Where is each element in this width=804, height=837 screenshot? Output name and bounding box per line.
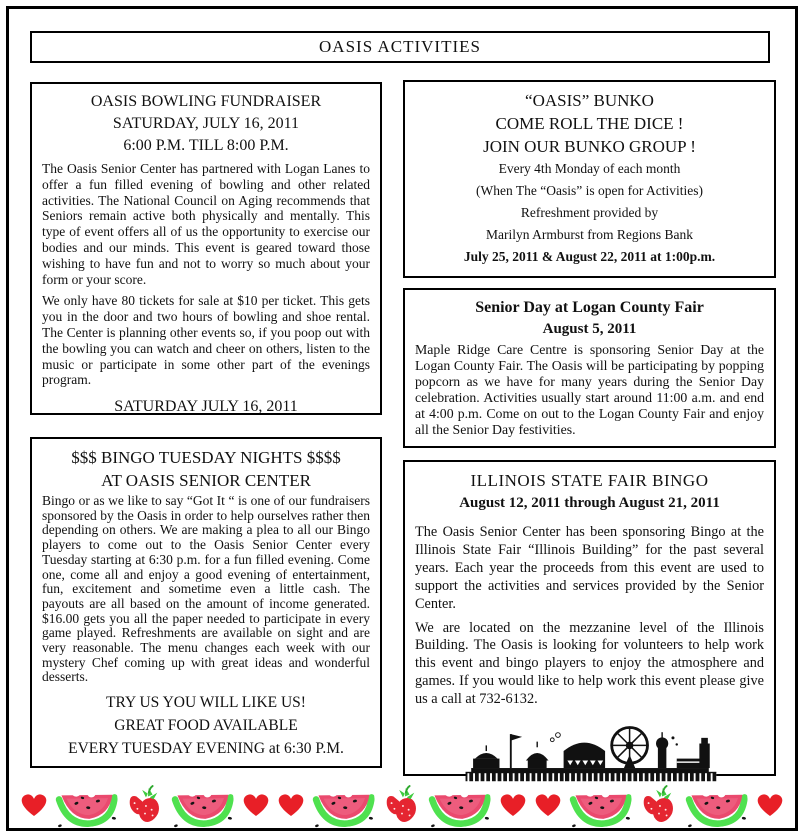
- bowling-time-line: 6:00 P.M. TILL 8:00 P.M.: [123, 137, 289, 154]
- bowling-paragraph-1: The Oasis Senior Center has partnered with Logan Lanes to offer a fun filled evening of bowling and other related activities. The National Council on Aging recommends that Seniors remain active both physically and mentally. This type of event offers all of us the opportunity to exercise our bodies and our minds. This event is geared toward those wishing to have fun and not to worry so much about your form or your score.: [42, 161, 370, 287]
- illinois-paragraph-2: We are located on the mezzanine level of the Illinois Building. The Oasis is looking for volunteers to help work this event and bingo players to enjoy the atmosphere and games. If you would like to help work this event please give us a call at 732-6132.: [415, 619, 764, 708]
- footer-fruit-border: [20, 781, 784, 829]
- page-title-box: [30, 31, 770, 63]
- heart-icon: [535, 793, 561, 817]
- bowling-paragraph-2: We only have 80 tickets for sale at $10 per ticket. This gets you in the door and two hours of bowling and shoe rental. The Center is planning other events so, if you poop out with the bowling you can watch and cheer on others, listen to the music or participate in some other part of the evenings program.: [42, 293, 370, 388]
- heart-icon: [278, 793, 304, 817]
- bunko-line-2: (When The “Oasis” is open for Activities): [476, 183, 703, 198]
- bingo-closing-line1: TRY US YOU WILL LIKE US!: [106, 694, 306, 712]
- bowling-title: OASIS BOWLING FUNDRAISER: [90, 93, 322, 110]
- bunko-section: [403, 80, 776, 278]
- bunko-line-5: July 25, 2011 & August 22, 2011 at 1:00p.m.: [463, 249, 716, 264]
- bingo-closing-line3: EVERY TUESDAY EVENING at 6:30 P.M.: [68, 740, 344, 758]
- bingo-tuesday-section: [30, 437, 382, 768]
- bunko-subtitle-2: JOIN OUR BUNKO GROUP !: [483, 137, 696, 156]
- illinois-title: ILLINOIS STATE FAIR BINGO: [470, 471, 709, 490]
- bowling-fundraiser-section: [30, 82, 382, 415]
- illinois-fair-bingo-section: [403, 460, 776, 776]
- bingo-paragraph: Bingo or as we like to say “Got It “ is one of our fundraisers sponsored by the Oasis in order to help ourselves rather then depending on others. We are making a plea to all our Bingo players to come out to the Oasis Senior Center every Tuesday starting at 6:30 p.m. for a fun filled evening. Come one, come all and enjoy a good evening of entertainment, fun, excitement and sometime even a little cash. The payouts are all based on the amount of income generated. $16.00 gets you all the paper needed to participate in every game played. Refreshments are available on sight and are very reasonable. The menu changes each week with our mystery Chef coming up with great ideas and wonderful desserts.: [42, 493, 370, 685]
- watermelon-icon: [54, 780, 120, 830]
- page-title: OASIS ACTIVITIES: [319, 37, 481, 56]
- watermelon-icon: [170, 780, 236, 830]
- bowling-date-line: SATURDAY, JULY 16, 2011: [112, 115, 300, 132]
- strawberry-icon: [127, 785, 163, 825]
- senior-day-date: August 5, 2011: [542, 321, 637, 337]
- heart-icon: [21, 793, 47, 817]
- bingo-title-line1: $$$ BINGO TUESDAY NIGHTS $$$$: [71, 448, 341, 467]
- bowling-footer-date: SATURDAY JULY 16, 2011: [114, 398, 298, 416]
- heart-icon: [757, 793, 783, 817]
- bingo-title-line2: AT OASIS SENIOR CENTER: [101, 471, 311, 490]
- fairgrounds-silhouette-image: [456, 719, 724, 785]
- bunko-line-1: Every 4th Monday of each month: [498, 161, 681, 176]
- senior-day-paragraph: Maple Ridge Care Centre is sponsoring Senior Day at the Logan County Fair. The Oasis will be participating by popping popcorn as we have for many years during the Senior Day celebration. Activities usually start around 11:00 a.m. and end at 4:00 p.m. Come on out to the Logan County Fair and enjoy all the Senior Day festivities.: [415, 342, 764, 437]
- watermelon-icon: [568, 780, 634, 830]
- senior-day-section: [403, 288, 776, 448]
- heart-icon: [500, 793, 526, 817]
- illinois-date-range: August 12, 2011 through August 21, 2011: [459, 495, 720, 511]
- bingo-closing-line2: GREAT FOOD AVAILABLE: [114, 717, 298, 735]
- strawberry-icon: [641, 785, 677, 825]
- watermelon-icon: [684, 780, 750, 830]
- senior-day-title: Senior Day at Logan County Fair: [475, 299, 704, 316]
- bunko-subtitle-1: COME ROLL THE DICE !: [495, 114, 684, 133]
- bunko-line-4: Marilyn Armburst from Regions Bank: [486, 227, 693, 242]
- strawberry-icon: [384, 785, 420, 825]
- bunko-line-3: Refreshment provided by: [520, 205, 659, 220]
- bunko-title: “OASIS” BUNKO: [525, 91, 654, 110]
- watermelon-icon: [427, 780, 493, 830]
- heart-icon: [243, 793, 269, 817]
- watermelon-icon: [311, 780, 377, 830]
- illinois-paragraph-1: The Oasis Senior Center has been sponsoring Bingo at the Illinois State Fair “Illinois Building” for the past several years. Each year the proceeds from this event are used to support the activities and services provided by the Senior Center.: [415, 524, 764, 612]
